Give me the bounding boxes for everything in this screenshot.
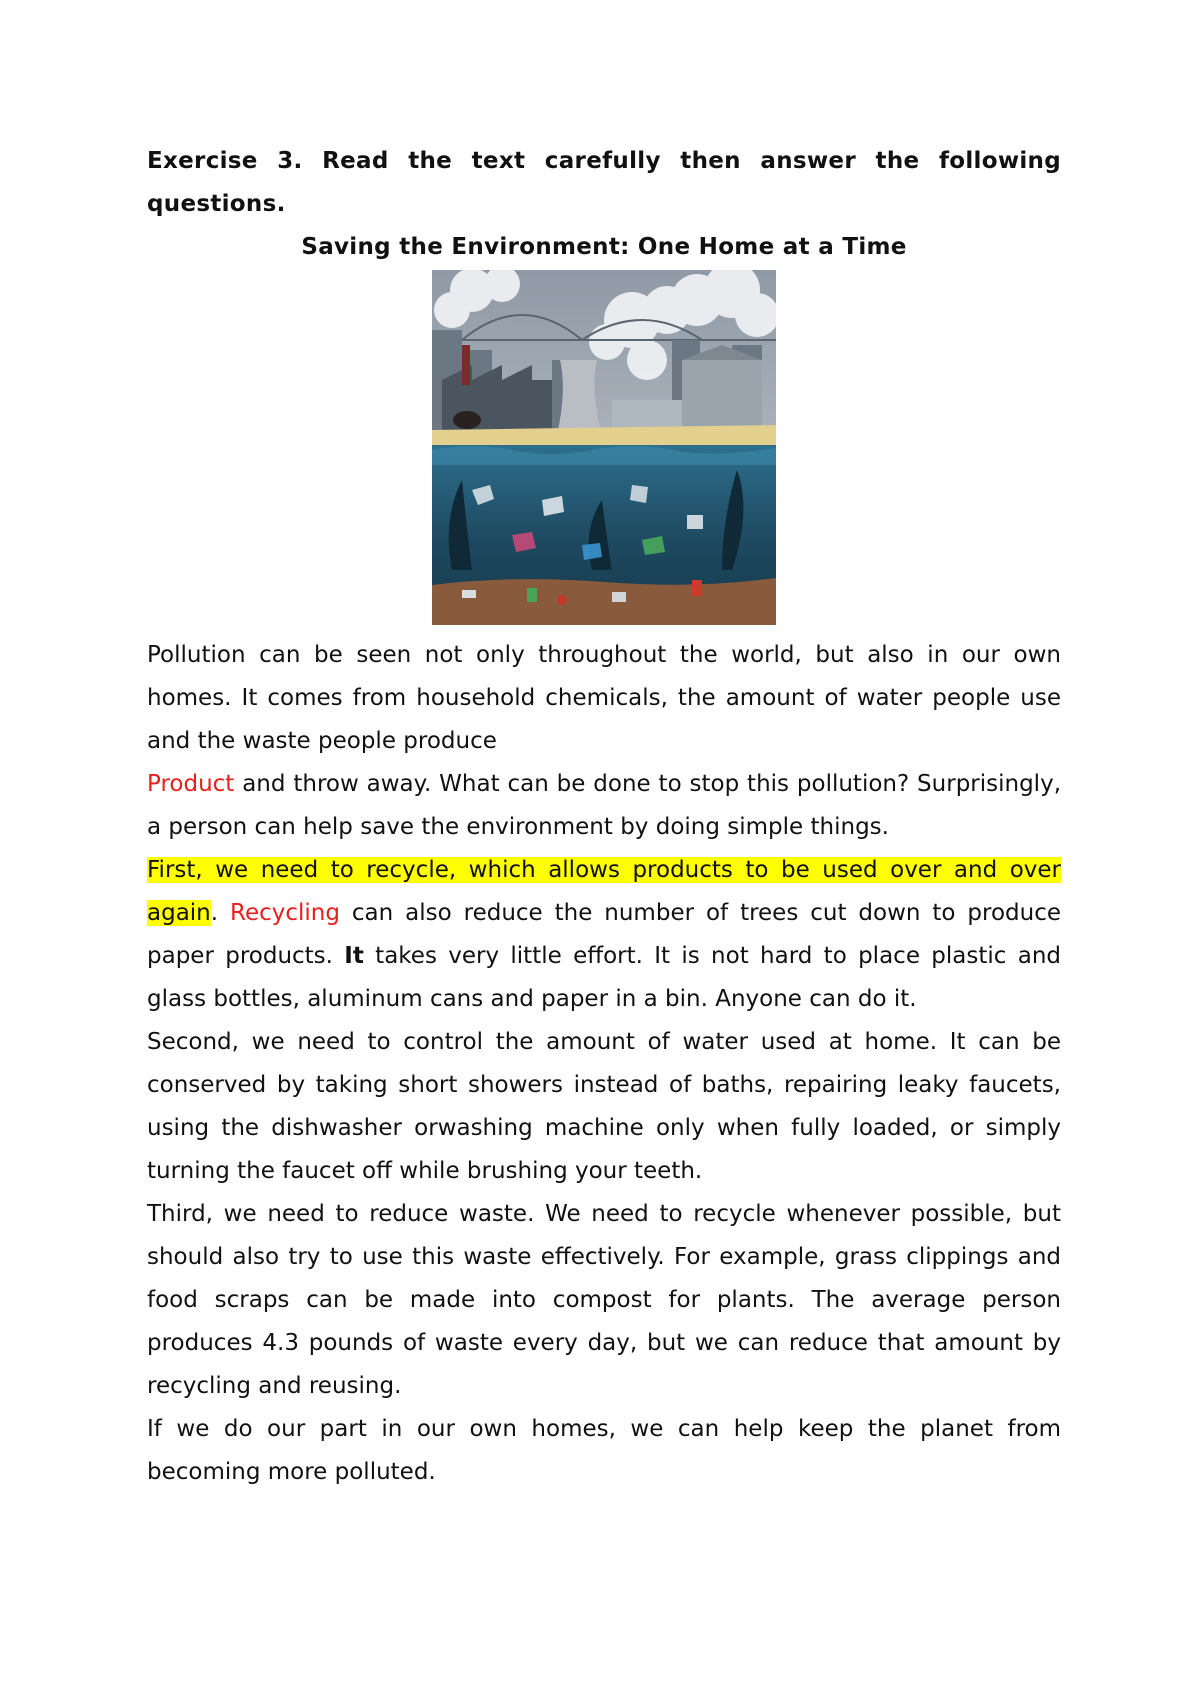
illustration-container	[147, 270, 1061, 628]
exercise-heading-line2: questions.	[147, 191, 286, 217]
paragraph-3	[147, 849, 1061, 1021]
paragraph-6: If we do our part in our own homes, we can help keep the planet from becoming more polluted.	[147, 1416, 1061, 1485]
paragraph-1: Pollution can be seen not only throughout the world, but also in our own homes. It comes from household chemicals, the amount of water people use and the waste people produce	[147, 642, 1061, 754]
document-body	[147, 140, 1061, 1494]
paragraph-3-dot: .	[210, 900, 231, 926]
paragraph-3-mid: can also reduce the number of trees cut down to produce paper products.	[147, 900, 1061, 969]
product-word: Product	[147, 771, 235, 797]
exercise-heading	[147, 140, 1061, 226]
exercise-heading-line1: Exercise 3. Read the text carefully then answer the following	[147, 148, 1061, 174]
paragraph-2	[147, 763, 1061, 849]
article-title: Saving the Environment: One Home at a Time	[301, 234, 907, 260]
paragraph-4: Second, we need to control the amount of water used at home. It can be conserved by taking short showers instead of baths, repairing leaky faucets, using the dishwasher orwashing machine only when fully loaded, or simply turning the faucet off while brushing your teeth.	[147, 1029, 1061, 1184]
bold-it-word: It	[344, 943, 364, 969]
paragraph-5: Third, we need to reduce waste. We need to recycle whenever possible, but should also try to use this waste effectively. For example, grass clippings and food scraps can be made into compost for plants. The average person produces 4.3 pounds of waste every day, but we can reduce that amount by recycling and reusing.	[147, 1201, 1061, 1399]
recycling-word: Recycling	[230, 900, 340, 926]
pollution-illustration	[432, 270, 776, 625]
highlighted-sentence: First, we need to recycle, which allows products to be used over and over again	[147, 857, 1061, 926]
paragraph-3-rest: takes very little effort. It is not hard to place plastic and glass bottles, aluminum cans and paper in a bin. Anyone can do it.	[147, 943, 1061, 1012]
paragraph-2-text: and throw away. What can be done to stop this pollution? Surprisingly, a person can help save the environment by doing simple things.	[147, 771, 1061, 840]
